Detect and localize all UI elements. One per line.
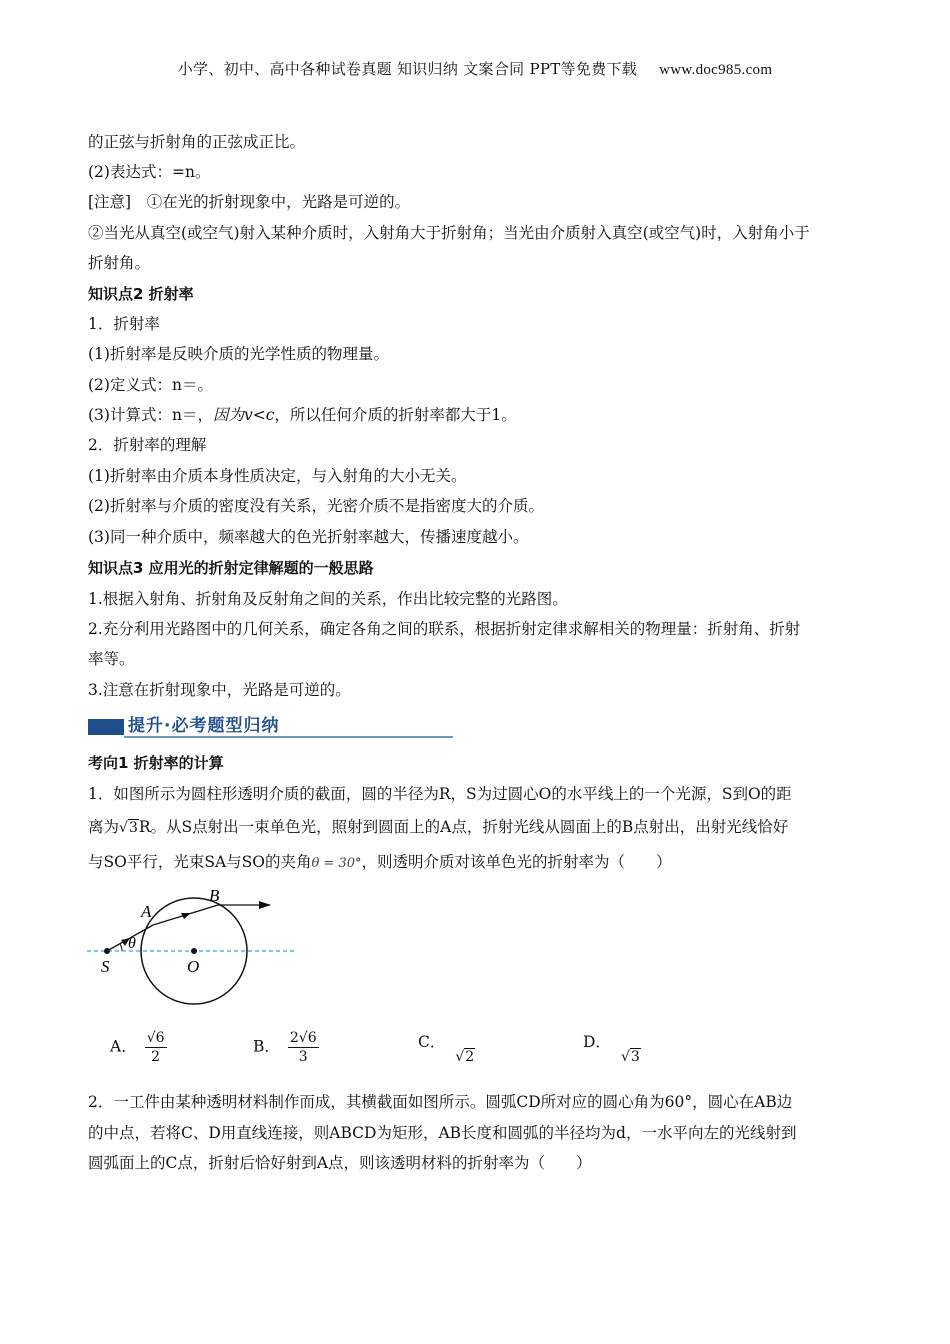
option-label: B． — [253, 1037, 280, 1056]
question-line: 1．如图所示为圆柱形透明介质的截面，圆的半径为R，S为过圆心O的水平线上的一个光源，S到O的距 — [88, 785, 792, 803]
text-seg: ，则透明介质对该单色光的折射率为（ ） — [361, 853, 672, 871]
text-seg: (3)计算式：n＝， — [88, 406, 213, 424]
question-line: 离为√3R。从S点射出一束单色光，照射到圆面上的A点，折射光线从圆面上的B点射出，出射光线恰好 — [88, 818, 789, 836]
text-seg: ，所以任何介质的折射率都大于1。 — [274, 406, 517, 424]
label-s: S — [101, 957, 110, 976]
option-label: A． — [110, 1037, 137, 1056]
text-line: (1)折射率是反映介质的光学性质的物理量。 — [88, 345, 389, 363]
header-text: 小学、初中、高中各种试卷真题 知识归纳 文案合同 PPT等免费下载 — [177, 60, 638, 78]
banner-underline — [124, 736, 453, 738]
arrow-head — [259, 901, 271, 909]
subsection-heading: 考向1 折射率的计算 — [88, 754, 224, 772]
text-line: 2．折射率的理解 — [88, 436, 207, 454]
question-line — [88, 852, 672, 874]
text-line — [88, 405, 517, 425]
label-theta: θ — [128, 935, 136, 952]
text-line: (3)同一种介质中，频率越大的色光折射率越大，传播速度越小。 — [88, 528, 529, 546]
header-url[interactable]: www.doc985.com — [659, 62, 773, 78]
theta-formula: θ = 30° — [311, 856, 362, 871]
refraction-figure — [85, 880, 300, 1010]
option-label: D． — [583, 1033, 611, 1051]
option-label: C． — [418, 1033, 446, 1051]
sqrt-value: 3 — [630, 1049, 640, 1065]
text-line: (2)折射率与介质的密度没有关系，光密介质不是指密度大的介质。 — [88, 497, 544, 515]
text-line: (1)折射率由介质本身性质决定，与入射角的大小无关。 — [88, 467, 467, 485]
option-d[interactable]: D．√3 — [583, 1033, 640, 1065]
sqrt-value: 3 — [128, 820, 138, 836]
text-line: 1．折射率 — [88, 315, 160, 333]
text-line: 3.注意在折射现象中，光路是可逆的。 — [88, 681, 351, 699]
text-seg: 与SO平行，光束SA与SO的夹角 — [88, 853, 312, 871]
text-line: 1.根据入射角、折射角及反射角之间的关系，作出比较完整的光路图。 — [88, 590, 568, 608]
sqrt-value: 2 — [465, 1049, 475, 1065]
text-line: 2.充分利用光路图中的几何关系，确定各角之间的联系，根据折射定律求解相关的物理量：折射角、折射 — [88, 620, 801, 638]
point-o — [191, 948, 197, 954]
frac-num: √6 — [146, 1030, 165, 1046]
frac-den: 3 — [298, 1049, 308, 1065]
question-line: 的中点，若将C、D用直线连接，则ABCD为矩形，AB长度和圆弧的半径均为d，一水平向左的光线射到 — [88, 1124, 797, 1142]
text-seg: 因为v<c — [212, 406, 275, 424]
text-line: 的正弦与折射角的正弦成正比。 — [88, 133, 306, 151]
theta-arc — [120, 944, 122, 951]
arrow-head — [181, 913, 191, 919]
label-a: A — [141, 902, 152, 921]
text-seg: 离为 — [88, 818, 120, 836]
point-s — [104, 948, 110, 954]
option-a[interactable] — [110, 1030, 167, 1065]
section-banner — [88, 707, 453, 739]
text-line: 折射角。 — [88, 254, 151, 272]
question-line: 2．一工件由某种透明材料制作而成，其横截面如图所示。圆弧CD所对应的圆心角为60°，圆心在AB边 — [88, 1093, 793, 1111]
page-header — [0, 58, 950, 79]
text-line: (2)定义式：n＝。 — [88, 376, 213, 394]
section-heading: 知识点3 应用光的折射定律解题的一般思路 — [88, 559, 374, 577]
frac-num: 2√6 — [289, 1030, 317, 1046]
option-b[interactable] — [253, 1030, 319, 1065]
text-line: 率等。 — [88, 650, 135, 668]
label-b: B — [209, 886, 220, 905]
text-line: (2)表达式：=n。 — [88, 163, 211, 181]
section-heading: 知识点2 折射率 — [88, 285, 194, 303]
text-seg: R。从S点射出一束单色光，照射到圆面上的A点，折射光线从圆面上的B点射出，出射光线恰好 — [138, 818, 789, 836]
frac-den: 2 — [151, 1049, 161, 1065]
text-line: ②当光从真空(或空气)射入某种介质时，入射角大于折射角；当光由介质射入真空(或空气)时，入射角小于 — [88, 224, 810, 242]
text-line: [注意] ①在光的折射现象中，光路是可逆的。 — [88, 193, 411, 211]
banner-title: 提升·必考题型归纳 — [128, 716, 280, 736]
label-o: O — [187, 957, 200, 976]
option-c[interactable]: C．√2 — [418, 1033, 475, 1065]
question-line: 圆弧面上的C点，折射后恰好射到A点，则该透明材料的折射率为（ ） — [88, 1154, 592, 1172]
banner-bar — [88, 719, 124, 735]
